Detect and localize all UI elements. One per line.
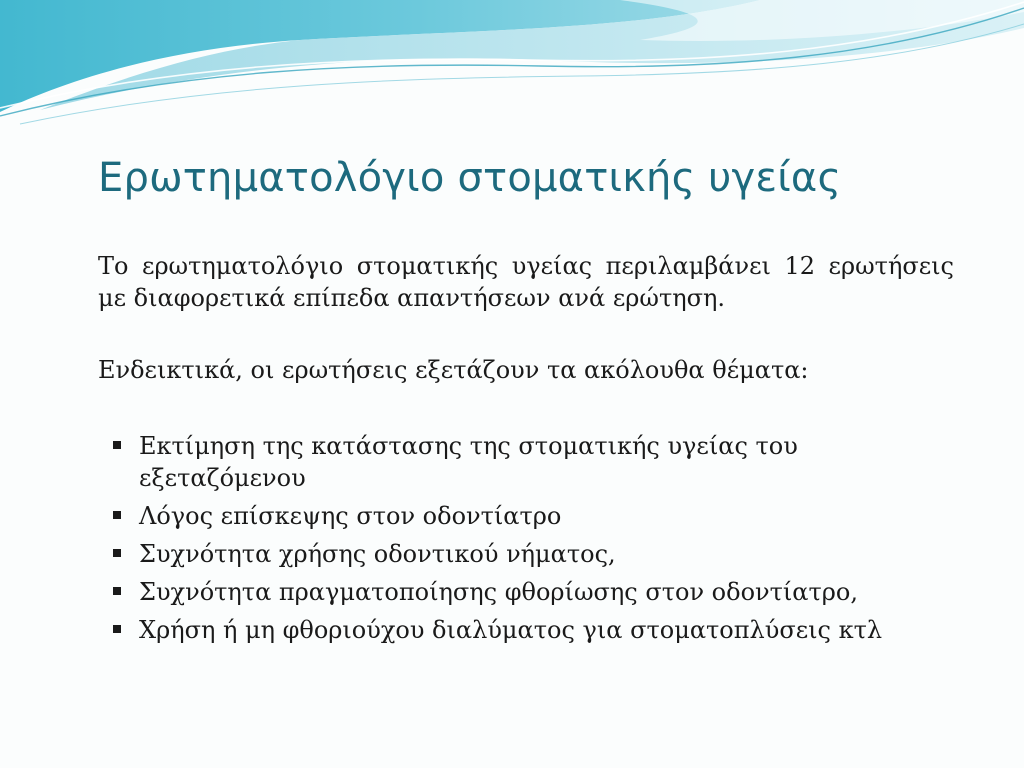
list-item bbox=[112, 500, 962, 532]
list-item bbox=[112, 430, 879, 494]
list-item-text: Συχνότητα πραγματοποίησης φθορίωσης στον οδοντίατρο, bbox=[139, 578, 858, 606]
topics-list bbox=[112, 430, 962, 652]
list-item bbox=[112, 576, 962, 608]
list-item bbox=[112, 614, 962, 646]
list-item-text: Εκτίμηση της κατάστασης της στοματικής υγείας του εξεταζόμενου bbox=[139, 432, 798, 492]
list-item-text: Λόγος επίσκεψης στον οδοντίατρο bbox=[139, 502, 562, 530]
square-bullet-icon bbox=[113, 511, 121, 519]
intro-paragraph: Το ερωτηματολόγιο στοματικής υγείας περιλαμβάνει 12 ερωτήσεις με διαφορετικά επίπεδα απαντήσεων ανά ερώτηση. bbox=[98, 252, 954, 312]
square-bullet-icon bbox=[113, 549, 121, 557]
decorative-wave-header bbox=[0, 0, 1024, 130]
list-item-text: Συχνότητα χρήσης οδοντικού νήματος, bbox=[139, 540, 616, 568]
square-bullet-icon bbox=[113, 441, 121, 449]
square-bullet-icon bbox=[113, 625, 121, 633]
list-item bbox=[112, 538, 962, 570]
square-bullet-icon bbox=[113, 587, 121, 595]
slide-title: Ερωτηματολόγιο στοματικής υγείας bbox=[98, 155, 842, 201]
topics-lead-text: Ενδεικτικά, οι ερωτήσεις εξετάζουν τα ακόλουθα θέματα: bbox=[98, 356, 809, 384]
list-item-text: Χρήση ή μη φθοριούχου διαλύματος για στοματοπλύσεις κτλ bbox=[139, 616, 883, 644]
